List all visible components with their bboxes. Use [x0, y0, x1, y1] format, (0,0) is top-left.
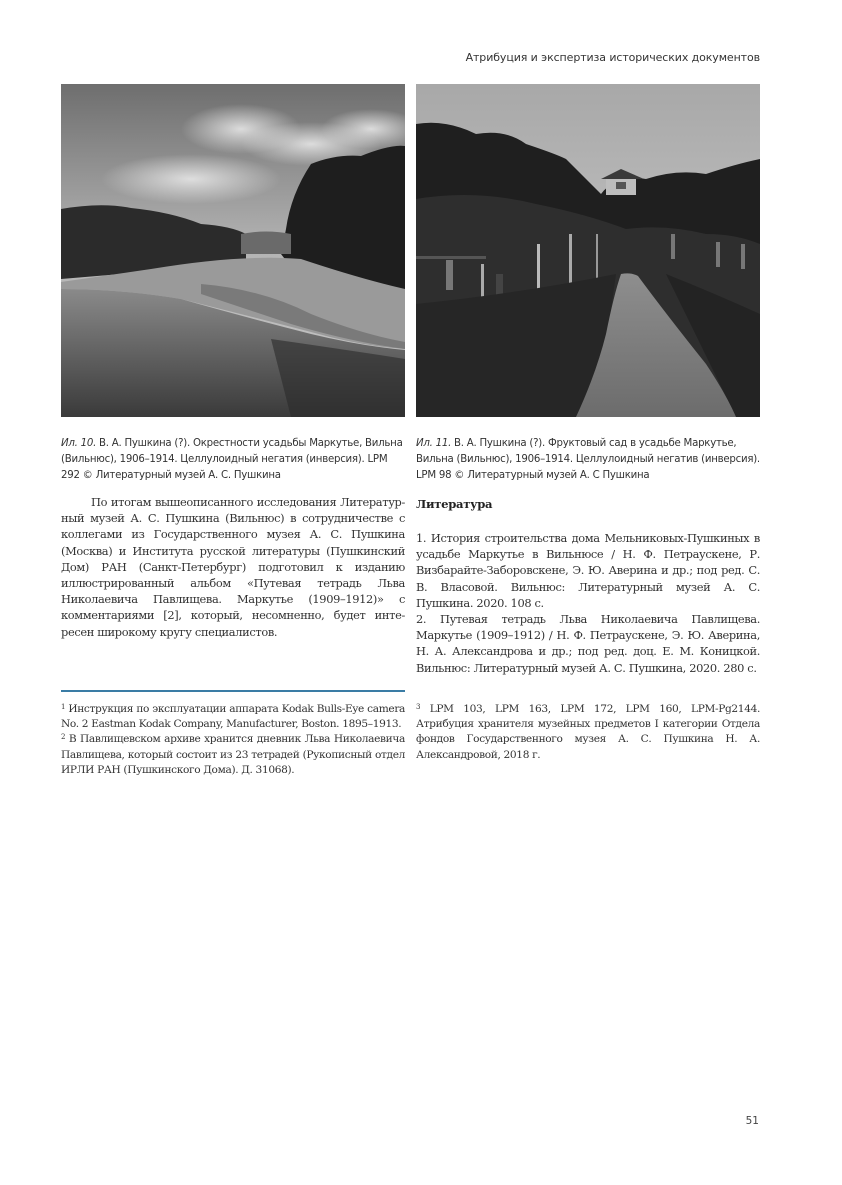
body-paragraph: По итогам вышеописанного исследования Литератур-ный музей А. С. Пушкина (Вильнюс) в сотрудничестве с коллегами из Государственного музея А. С. Пушкина (Москва) и Института русской литературы (Пушкинский Дом) РАН (Санкт-Петербург) подготовил к изданию иллюстрированный альбом «Путевая тетрадь Льва Николаевича Павлищева. Маркутье (1909–1912)» с комментариями [2], который, несомненно, будет инте-ресен широкому кругу специалистов. [61, 495, 405, 639]
literature-heading: Литература [416, 497, 493, 511]
footnote-text: LPM 103, LPM 163, LPM 172, LPM 160, LPM-Pg2144. Атрибуция хранителя музейных предметов I категории Отдела фондов Государственного музея А. С. Пушкина Н. А. Александровой, 2018 г. [416, 703, 760, 761]
figure-11-caption-text: В. А. Пушкина (?). Фруктовый сад в усадьбе Маркутье, Вильна (Вильнюс), 1906–1914. Целлулоидный негатив (инверсия). LPM 98 © Литературный музей А. С Пушкина [416, 438, 760, 481]
footnote-1 [61, 702, 405, 732]
footnote-text: Инструкция по эксплуатации аппарата Kodak Bulls-Eye camera No. 2 Eastman Kodak Company, Manufacturer, Boston. 1895–1913. [61, 703, 405, 731]
literature-item: 1. История строительства дома Мельниковых-Пушкиных в усадьбе Маркутье в Вильнюсе / Н. Ф. Петраускене, Р. Визбарайте-Заборовскене, Э. Ю. Аверина и др.; под ред. С. В. Власовой. Вильнюс: Литературный музей А. С. Пушкина. 2020. 108 с. [416, 531, 760, 610]
footnote-text: В Павлищевском архиве хранится дневник Льва Николаевича Павлищева, который состоит из 23 тетрадей (Рукописный отдел ИРЛИ РАН (Пушкинского Дома). Д. 31068). [61, 733, 405, 776]
figure-10-caption [61, 436, 407, 484]
literature-list [416, 530, 760, 676]
figure-10-caption-text: В. А. Пушкина (?). Окрестности усадьбы Маркутье, Вильна (Вильнюс), 1906–1914. Целлулоидный негатия (инверсия). LPM 292 © Литературный музей А. С. Пушкина [61, 438, 403, 481]
figure-11-label: Ил. 11. [416, 438, 452, 449]
orchard-path-image [416, 84, 760, 417]
footnotes-left [61, 702, 405, 778]
literature-item: 2. Путевая тетрадь Льва Николаевича Павлищева. Маркутье (1909–1912) / Н. Ф. Петраускене, Э. Ю. Аверина, Н. А. Александрова и др.; под ред. доц. Е. М. Коницкой. Вильнюс: Литературный музей А. С. Пушкина, 2020. 280 с. [416, 612, 760, 675]
figure-10-photo [61, 84, 405, 417]
running-header: Атрибуция и экспертиза исторических документов [465, 51, 760, 64]
river-landscape-image [61, 84, 405, 417]
footnote-mark: 3 [416, 703, 421, 711]
figure-10-label: Ил. 10. [61, 438, 97, 449]
body-text-column [61, 494, 405, 640]
figure-11-photo [416, 84, 760, 417]
figure-11-caption [416, 436, 762, 484]
footnote-2 [61, 732, 405, 778]
page-number: 51 [745, 1115, 759, 1127]
footnotes-right [416, 702, 760, 763]
footnote-divider [61, 690, 405, 692]
footnote-3 [416, 702, 760, 763]
footnote-mark: 1 [61, 703, 66, 711]
footnote-mark: 2 [61, 733, 66, 742]
